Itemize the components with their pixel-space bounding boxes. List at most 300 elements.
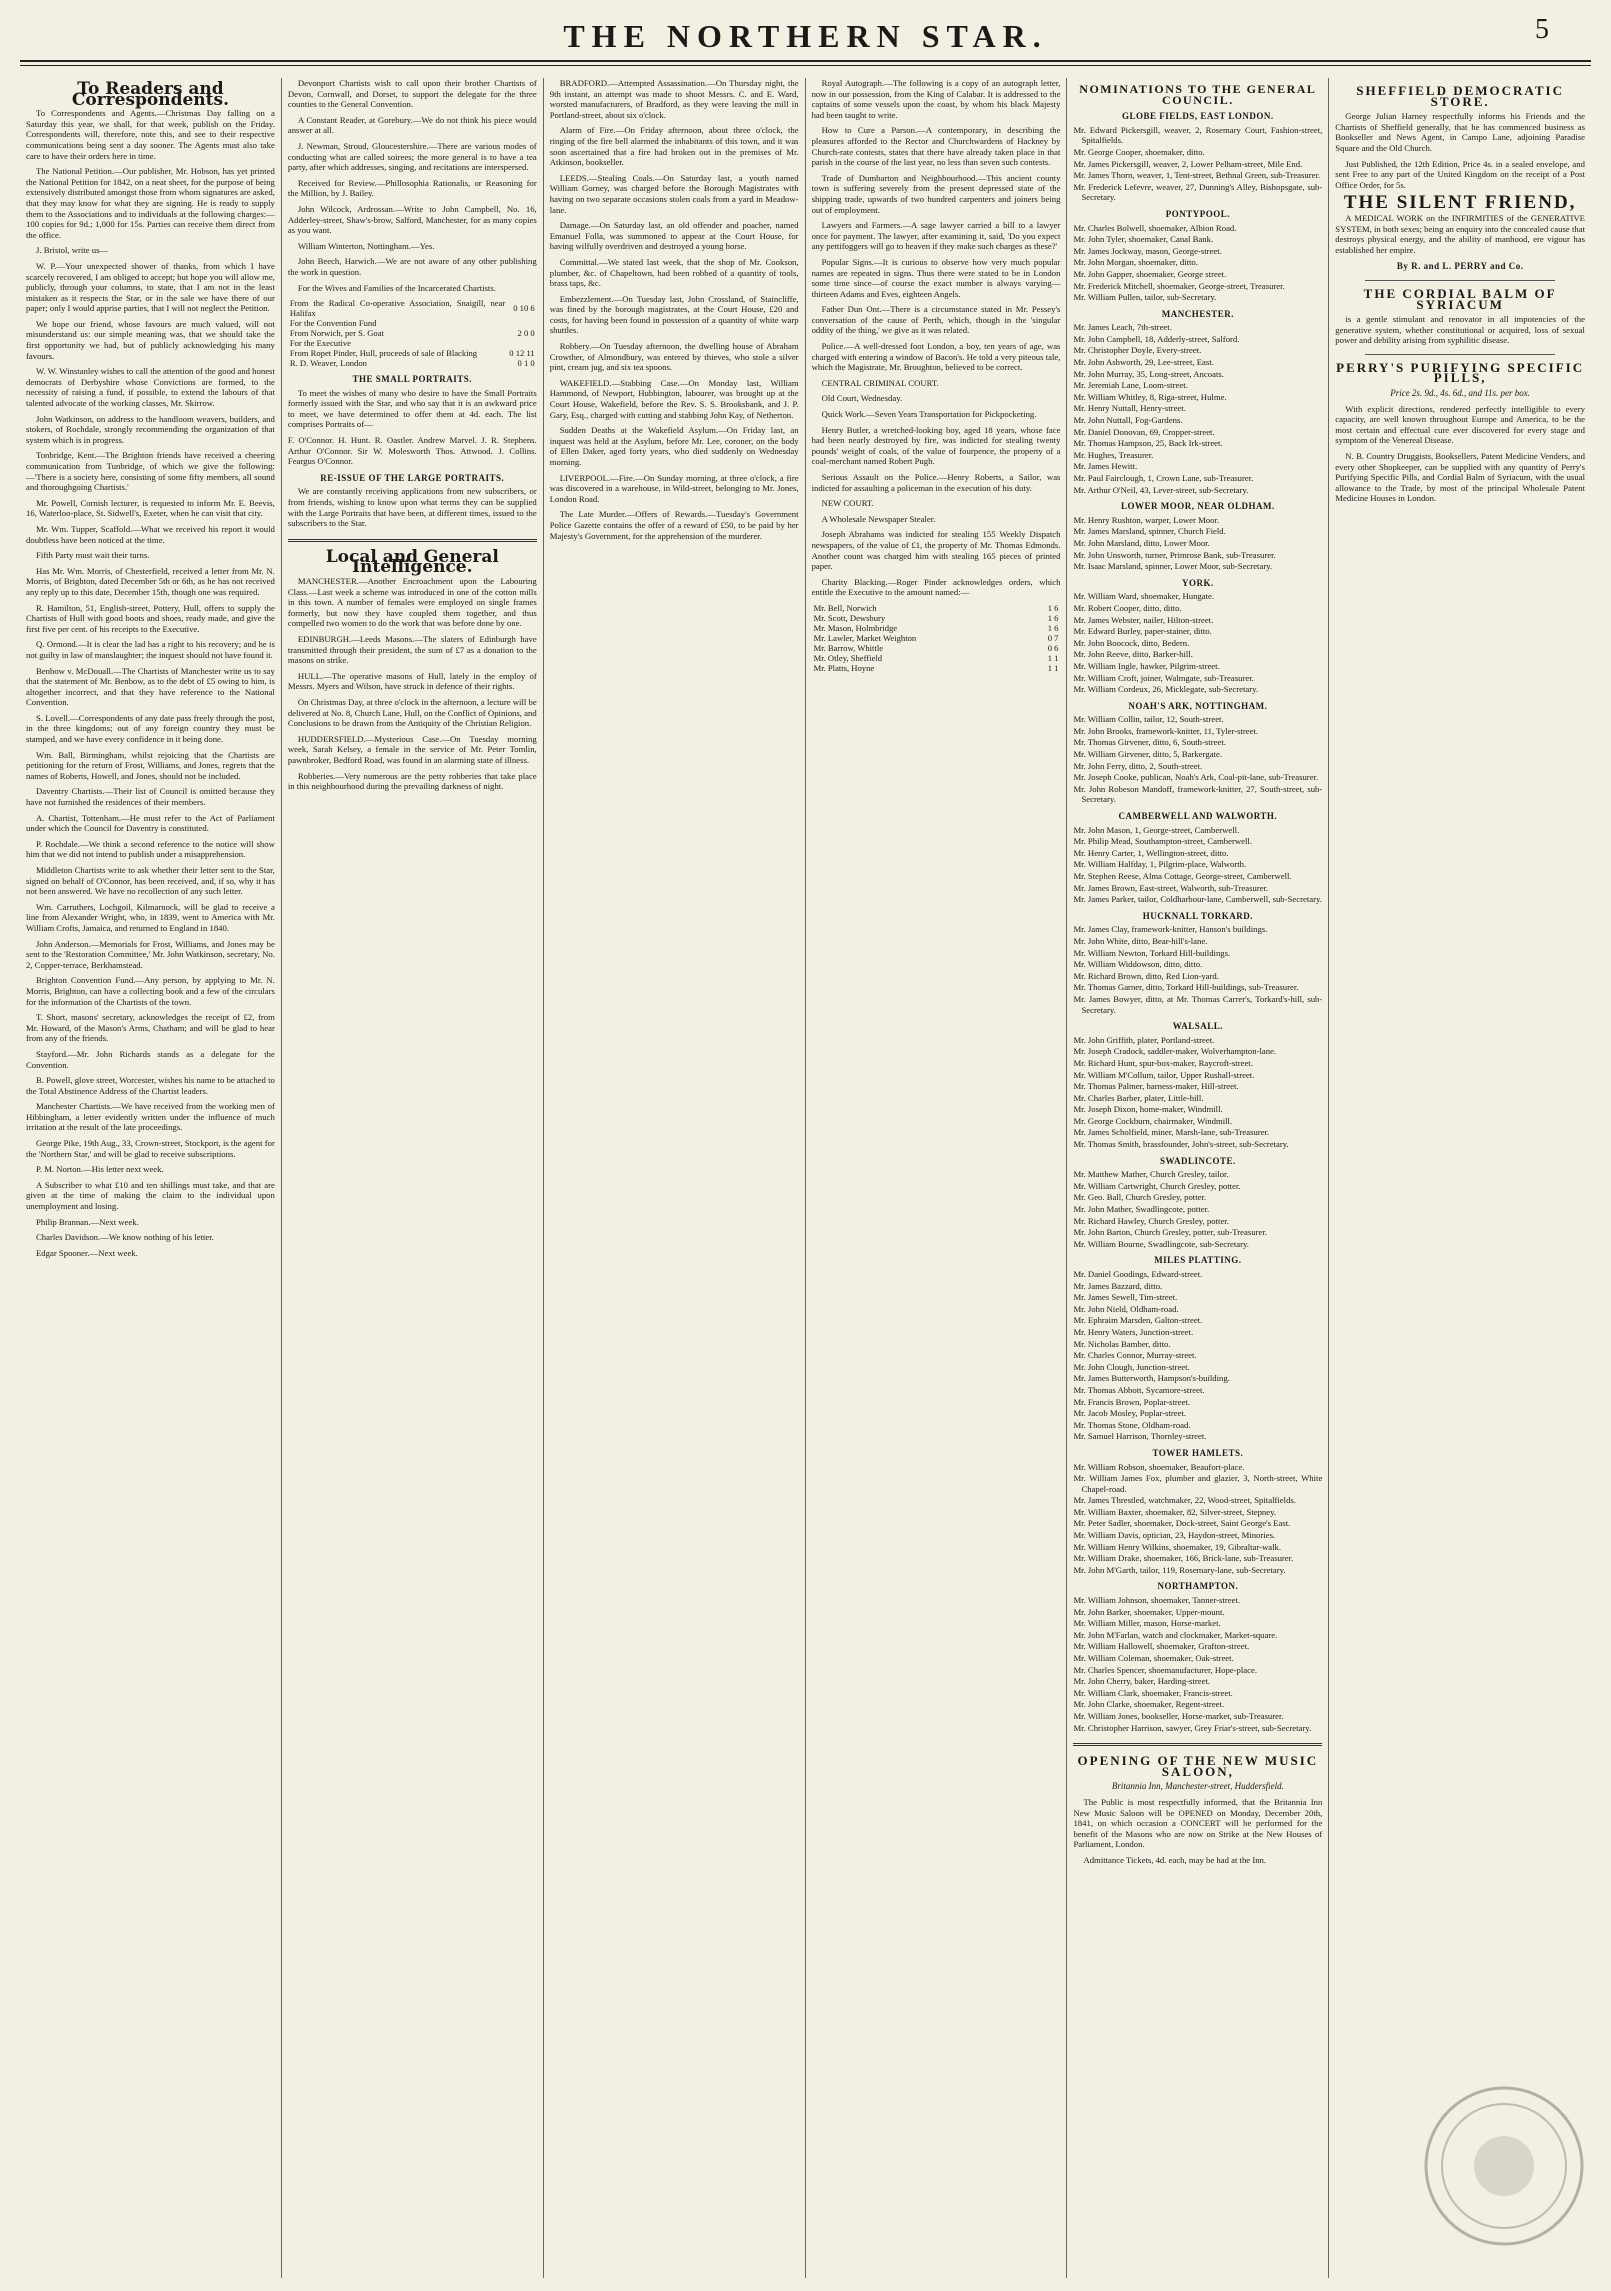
nomination-entry: Mr. James Leach, 7th-street. xyxy=(1073,322,1172,333)
news-paragraph: T. Short, masons' secretary, acknowledges the receipt of £2, from Mr. Howard, of the Mason's Arms, Chatham; and will be glad to hear from any of the friends. xyxy=(26,1012,275,1044)
nomination-entry: Mr. Henry Nuttall, Henry-street. xyxy=(1073,403,1186,414)
nomination-place: HUCKNALL TORKARD. xyxy=(1142,910,1253,921)
news-paragraph: John Watkinson, on address to the handloom weavers, builders, and stokers, of Rochdale, strongly recommending the organization of that system which is in progress. xyxy=(26,413,275,445)
nomination-entry: Mr. James Parker, tailor, Coldharbour-lane, Camberwell, sub-Secretary. xyxy=(1073,894,1322,905)
nomination-entry: Mr. Thomas Hampson, 25, Back Irk-street. xyxy=(1073,438,1223,449)
nomination-entry: Mr. William Widdowson, ditto, ditto. xyxy=(1073,959,1203,970)
news-paragraph: EDINBURGH.—Leeds Masons.—The slaters of Edinburgh have transmitted through their president, the sum of £7 as a donation to the masons on strike. xyxy=(287,633,537,666)
news-paragraph: Mr. Wm. Tupper, Scaffold.—What we received his report it would doubtless have been noticed at the time. xyxy=(26,523,275,545)
news-paragraph: LIVERPOOL.—Fire.—On Sunday morning, at three o'clock, a fire was discovered in a warehouse, in Wild-street, belonging to Mr. Jones, London Road. xyxy=(549,472,799,504)
news-paragraph: P. M. Norton.—His letter next week. xyxy=(36,1164,164,1175)
masthead-rule-thin xyxy=(20,65,1591,66)
nomination-place: TOWER HAMLETS. xyxy=(1152,1447,1244,1458)
nomination-entry: Mr. Matthew Mather, Church Gresley, tailor. xyxy=(1073,1169,1229,1180)
ledger-amount: 1 6 xyxy=(1047,622,1059,633)
ledger-label: Mr. Barrow, Whittle xyxy=(813,642,884,653)
music-saloon-subheading: Britannia Inn, Manchester-street, Huddersfield. xyxy=(1111,1781,1284,1792)
democratic-store-text: George Julian Harney respectfully informs his Friends and the Chartists of Sheffield generally, that he has commenced business as Bookseller and News Agent, in Campo Lane, adjoining Paradise Square and the Old Church. xyxy=(1335,111,1585,153)
ledger-row xyxy=(288,358,537,368)
library-stamp xyxy=(1419,2081,1589,2251)
nomination-entry: Mr. John Mather, Swadlingcote, potter. xyxy=(1073,1204,1210,1215)
nomination-place: NOAH'S ARK, NOTTINGHAM. xyxy=(1128,700,1268,711)
nomination-entry: Mr. John Clough, Junction-street. xyxy=(1073,1361,1190,1372)
news-paragraph: Benbow v. McDouall.—The Chartists of Manchester write us to say that the statement of Mr. Benbow, as to the debt of £5 owing to him, is altogether incorrect, and that they have reference to the National Convention. xyxy=(26,665,275,708)
news-paragraph: Charles Davidson.—We know nothing of his letter. xyxy=(36,1232,214,1243)
nomination-entry: Mr. James Bowyer, ditto, at Mr. Thomas Carrer's, Torkard's-hill, sub-Secretary. xyxy=(1073,993,1323,1015)
news-paragraph: George Pike, 19th Aug., 33, Crown-street, Stockport, is the agent for the 'Northern Star,' and will be glad to receive subscriptions. xyxy=(26,1138,275,1159)
nomination-entry: Mr. William Johnson, shoemaker, Tanner-street. xyxy=(1073,1595,1241,1606)
nomination-entry: Mr. James Butterworth, Hampson's-building. xyxy=(1073,1373,1230,1384)
nomination-entry: Mr. William Henry Wilkins, shoemaker, 19, Gibraltar-walk. xyxy=(1073,1541,1282,1552)
nomination-entry: Mr. Stephen Reese, Alma Cottage, George-street, Camberwell. xyxy=(1073,871,1292,881)
nomination-entry: Mr. William Girvener, ditto, 5, Barkergate. xyxy=(1073,749,1223,760)
nomination-entry: Mr. Christopher Harrison, sawyer, Grey Friar's-street, sub-Secretary. xyxy=(1073,1722,1312,1733)
nomination-entry: Mr. Joseph Cooke, publican, Noah's Ark, Coal-pit-lane, sub-Treasurer. xyxy=(1073,772,1319,783)
section-divider xyxy=(288,539,537,542)
edition-notice: Just Published, the 12th Edition, Price 4s. in a sealed envelope, and sent Free to any part of the United Kingdom on the receipt of a Post Office Order, for 5s. xyxy=(1335,158,1585,190)
nomination-entry: Mr. James Pickersgill, weaver, 2, Lower Pelham-street, Mile End. xyxy=(1073,158,1303,169)
nomination-entry: Mr. William Collin, tailor, 12, South-street. xyxy=(1073,714,1224,725)
nomination-place: NORTHAMPTON. xyxy=(1157,1581,1239,1592)
nomination-entry: Mr. James Clay, framework-knitter, Hanson's buildings. xyxy=(1073,924,1268,935)
news-paragraph: Joseph Abrahams was indicted for stealing 155 Weekly Dispatch newspapers, of the value of £1, the property of Mr. Thomas Edmonds. Another count was charged him with stealing 165 pieces of printed paper. xyxy=(811,529,1061,572)
nomination-entry: Mr. Geo. Ball, Church Gresley, potter. xyxy=(1073,1192,1207,1203)
news-paragraph: A Constant Reader, at Gorebury.—We do not think his piece would answer at all. xyxy=(287,114,537,136)
ledger-amount: 2 0 0 xyxy=(517,328,535,339)
ledger-label: From Norwich, per S. Goat xyxy=(289,328,384,339)
nomination-entry: Mr. Charles Barber, plater, Little-hill. xyxy=(1073,1092,1204,1103)
ledger-row xyxy=(288,298,537,318)
news-paragraph: R. Hamilton, 51, English-street, Pottery, Hull, offers to supply the Chartists of Hull with good boots and shoes, ready made, and give the first five per cent. of his receipts to the Executive. xyxy=(26,602,275,634)
nomination-entry: Mr. Christopher Doyle, Every-street. xyxy=(1073,345,1202,356)
news-paragraph: Stayford.—Mr. John Richards stands as a delegate for the Convention. xyxy=(26,1048,275,1070)
news-paragraph: How to Cure a Parson.—A contemporary, in describing the pleasures afforded to the Rector and Churchwardens of Hackney by Church-rate contests, states that there have already taken place in that parish in the course of the last year, no less than seven such contests. xyxy=(811,125,1061,168)
ledger-row xyxy=(812,653,1061,663)
news-paragraph: Wm. Ball, Birmingham, whilst rejoicing that the Chartists are petitioning for the return of Frost, Williams, and Jones, regrets that the names of Roberts, Howell, and Jones, should not be included. xyxy=(26,749,275,781)
nomination-group xyxy=(1073,825,1322,905)
news-paragraph: HULL.—The operative masons of Hull, lately in the employ of Messrs. Myers and Wilson, have struck in defence of their rights. xyxy=(287,670,537,692)
nomination-entry: Mr. Richard Hawley, Church Gresley, potter. xyxy=(1073,1215,1229,1226)
nomination-group xyxy=(1073,322,1322,495)
nomination-entry: Mr. Henry Waters, Junction-street. xyxy=(1073,1326,1194,1337)
news-paragraph: Old Court, Wednesday. xyxy=(821,393,903,404)
column-miscellany xyxy=(806,78,1068,2278)
nomination-entry: Mr. William Pullen, tailor, sub-Secretary. xyxy=(1073,292,1217,303)
subscriptions-table xyxy=(288,298,537,368)
ledger-label: From the Radical Co-operative Association, Snaigill, near Halifax xyxy=(289,298,506,319)
nomination-entry: Mr. Thomas Abbott, Sycamore-street. xyxy=(1073,1384,1205,1395)
nomination-place: SWADLINCOTE. xyxy=(1159,1155,1236,1166)
nomination-entry: Mr. James Jockway, mason, George-street. xyxy=(1073,245,1222,256)
news-paragraph: Manchester Chartists.—We have received from the working men of Hibbingham, a letter evidently written under the influence of much irritation at the result of the late proceedings. xyxy=(26,1101,275,1133)
news-paragraph: Devonport Chartists wish to call upon their brother Chartists of Devon, Cornwall, and Dorset, to support the delegate for the three counties to the General Convention. xyxy=(287,78,537,110)
news-paragraph: Alarm of Fire.—On Friday afternoon, about three o'clock, the ringing of the fire bell alarmed the inhabitants of this town, and it was soon ascertained that a fire had broken out in the premises of Mr. Atkinson, bookseller. xyxy=(549,125,799,168)
nomination-entry: Mr. William M'Collum, tailor, Upper Rushall-street. xyxy=(1073,1069,1255,1080)
nomination-entry: Mr. Isaac Marsland, spinner, Lower Moor, sub-Secretary. xyxy=(1073,561,1273,572)
nomination-entry: Mr. Hughes, Treasurer. xyxy=(1073,449,1154,460)
correspondents-heading: To Readers and Correspondents. xyxy=(71,79,230,110)
nomination-entry: Mr. Frederick Lefevre, weaver, 27, Dunning's Alley, Bishopsgate, sub-Secretary. xyxy=(1073,181,1323,203)
news-paragraph: W. W. Winstanley wishes to call the attention of the good and honest democrats of Derbyshire whose Convictions are formed, to the necessity of raising a fund, if possible, to extend the labours of that talented advocate of the working classes, Mr. Skirrow. xyxy=(26,366,275,409)
nomination-entry: Mr. Jacob Mosley, Poplar-street. xyxy=(1073,1408,1187,1419)
nomination-entry: Mr. William Davis, optician, 23, Haydon-street, Minories. xyxy=(1073,1530,1276,1541)
nomination-entry: Mr. John Boocock, ditto, Bedern. xyxy=(1073,637,1190,648)
news-paragraph: BRADFORD.—Attempted Assassination.—On Thursday night, the 9th instant, an attempt was made to shoot Messrs. C. and E. Ward, worsted manufacturers, of Bradford, as they were leaving the mill in Portland-street, about six o'clock. xyxy=(549,78,799,120)
nomination-entry: Mr. Thomas Smith, brassfounder, John's-street, sub-Secretary. xyxy=(1073,1139,1289,1150)
ad-divider xyxy=(1365,354,1555,355)
nomination-entry: Mr. John Barton, Church Gresley, potter, sub-Treasurer. xyxy=(1073,1227,1267,1238)
news-paragraph: John Anderson.—Memorials for Frost, Williams, and Jones may be sent to the 'Restoration Committee,' Mr. John Watkinson, secretary, No. 2, Copper-terrace, Berkhamstead. xyxy=(26,938,275,970)
news-paragraph: J. Bristol, write us— xyxy=(36,245,109,256)
nomination-entry: Mr. John Morgan, shoemaker, ditto. xyxy=(1073,257,1198,268)
column-nominations xyxy=(1067,78,1329,2278)
column-local-news xyxy=(544,78,806,2278)
news-paragraph: S. Lovell.—Correspondents of any date pass freely through the post, in the three kingdoms; out of any foreign country they must be stamped, and we have every confidence in it being done. xyxy=(26,712,275,745)
nomination-entry: Mr. James Brown, East-street, Walworth, sub-Treasurer. xyxy=(1073,882,1269,893)
nomination-entry: Mr. William Baxter, shoemaker, 82, Silver-street, Stepney. xyxy=(1073,1506,1277,1517)
nomination-entry: Mr. John Ashworth, 29, Lee-street, East. xyxy=(1073,357,1214,368)
nomination-entry: Mr. Daniel Donovan, 69, Cropper-street. xyxy=(1073,426,1215,437)
nomination-entry: Mr. William Bourne, Swadlingcote, sub-Secretary. xyxy=(1073,1238,1249,1249)
nomination-entry: Mr. William Croft, joiner, Walmgate, sub-Treasurer. xyxy=(1073,672,1254,683)
portrait-names: F. O'Connor. H. Hunt. R. Oastler. Andrew Marvel. J. R. Stephens. Arthur O'Connor. Sir W. Molesworth Thos. Attwood. J. Collins. Feargus O'Connor. xyxy=(287,435,537,467)
nomination-place: GLOBE FIELDS, EAST LONDON. xyxy=(1122,111,1274,122)
ledger-row xyxy=(288,348,537,358)
nomination-group xyxy=(1073,223,1322,303)
news-paragraph: Brighton Convention Fund.—Any person, by applying to Mr. N. Morris, Brighton, can have a collecting book and a few of the circulars for the information of the Chartists of the town. xyxy=(26,975,275,1007)
nomination-entry: Mr. John Ferry, ditto, 2, South-street. xyxy=(1073,760,1203,771)
nomination-entry: Mr. Thomas Girvener, ditto, 6, South-street. xyxy=(1073,737,1226,748)
nomination-entry: Mr. John Tyler, shoemaker, Canal Bank. xyxy=(1073,234,1214,245)
nomination-entry: Mr. Joseph Cradock, saddler-maker, Wolverhampton-lane. xyxy=(1073,1046,1277,1057)
nomination-entry: Mr. James Bazzard, ditto. xyxy=(1073,1280,1163,1291)
news-paragraph: NEW COURT. xyxy=(821,498,874,509)
section-divider xyxy=(1073,1743,1322,1746)
page-number: 5 xyxy=(1535,14,1549,45)
nomination-entry: Mr. Ephraim Marsden, Galton-street. xyxy=(1073,1315,1203,1326)
news-paragraph: Middleton Chartists write to ask whether their letter sent to the Star, signed on behalf of O'Connor, has been received, and, if so, why it has not been answered. We have no recollection of any such letter. xyxy=(26,865,275,897)
nomination-group xyxy=(1073,924,1322,1015)
nomination-entry: Mr. James Webster, nailer, Hilton-street. xyxy=(1073,614,1214,625)
nomination-entry: Mr. William Clark, shoemaker, Francis-street. xyxy=(1073,1687,1233,1698)
silent-friend-text: A MEDICAL WORK on the INFIRMITIES of the GENERATIVE SYSTEM, in both sexes; being an enquiry into the concealed cause that destroys physical energy, and the ability of manhood, ere vigour has established her empire. xyxy=(1335,212,1585,255)
ledger-row xyxy=(812,633,1061,643)
nomination-entry: Mr. William Whitley, 8, Riga-street, Hulme. xyxy=(1073,391,1227,402)
nomination-entry: Mr. John Unsworth, turner, Primrose Bank, sub-Treasurer. xyxy=(1073,549,1276,560)
news-paragraph: Robberies.—Very numerous are the petty robberies that take place in this neighbourhood during the prevailing darkness of night. xyxy=(287,770,537,792)
trade-notice: N. B. Country Druggists, Booksellers, Patent Medicine Venders, and every other Shopkeeper, can be supplied with any quantity of Perry's Purifying Specific Pills, and Cordial Balm of Syriacum, with the usual allowance to the Trade, by most of the principal Wholesale Patent Medicine Houses in London. xyxy=(1335,451,1585,504)
ledger-row xyxy=(812,623,1061,633)
column-correspondents xyxy=(20,78,282,2278)
ledger-label: Mr. Mason, Holmbridge xyxy=(813,622,898,633)
nomination-entry: Mr. Frederick Mitchell, shoemaker, George-street, Treasurer. xyxy=(1073,280,1285,291)
news-paragraph: Embezzlement.—On Tuesday last, John Crossland, of Staincliffe, was fined by the borough magistrates, at the Court House, £20 and costs, for having been found in possession of a quantity of white warp shuttles. xyxy=(549,293,799,336)
news-paragraph: Has Mr. Wm. Morris, of Chesterfield, received a letter from Mr. N. Morris, of Brighton, dated December 5th or 6th, as he has not received any reply up to this date, December 15th, though one was required. xyxy=(26,565,275,597)
ledger-label: R. D. Weaver, London xyxy=(289,358,367,369)
nomination-entry: Mr. William Jones, bookseller, Horse-market, sub-Treasurer. xyxy=(1073,1710,1284,1721)
ledger-row xyxy=(812,663,1061,673)
cordial-balm-heading: THE CORDIAL BALM OF SYRIACUM xyxy=(1363,285,1557,312)
ledger-row xyxy=(812,603,1061,613)
nomination-entry: Mr. James Threstled, watchmaker, 22, Wood-street, Spitalfields. xyxy=(1073,1495,1296,1506)
news-paragraph: Edgar Spooner.—Next week. xyxy=(36,1247,138,1258)
nomination-entry: Mr. James Sewell, Tim-street. xyxy=(1073,1292,1178,1303)
nomination-entry: Mr. Francis Brown, Poplar-street. xyxy=(1073,1396,1191,1407)
nomination-entry: Mr. Peter Sadler, shoemaker, Dock-street, Saint George's East. xyxy=(1073,1518,1291,1529)
nominations-heading: NOMINATIONS TO THE GENERAL COUNCIL. xyxy=(1079,82,1317,107)
nomination-entry: Mr. John Murray, 35, Long-street, Ancoats. xyxy=(1073,368,1224,379)
nomination-entry: Mr. Joseph Dixon, home-maker, Windmill. xyxy=(1073,1104,1223,1115)
news-paragraph: Mr. Powell, Cornish lecturer, is requested to inform Mr. E. Beevis, 16, Waterloo-place, St. Sidwell's, Exeter, when he can visit that city. xyxy=(26,497,275,519)
nomination-place: MANCHESTER. xyxy=(1161,308,1234,319)
nomination-entry: Mr. William Ingle, hawker, Pilgrim-street. xyxy=(1073,660,1220,671)
nomination-entry: Mr. George Cockburn, chairmaker, Windmill. xyxy=(1073,1115,1233,1126)
democratic-store-heading: SHEFFIELD DEMOCRATIC STORE. xyxy=(1356,83,1564,109)
nomination-group xyxy=(1073,1462,1322,1576)
correspondents-body xyxy=(26,108,275,1258)
local-intelligence-heading: Local and General Intelligence. xyxy=(325,546,499,578)
nomination-entry: Mr. John Marsland, ditto, Lower Moor. xyxy=(1073,537,1210,548)
masthead-rule xyxy=(20,60,1591,62)
nomination-entry: Mr. John White, ditto, Bear-hill's-lane. xyxy=(1073,935,1208,946)
nomination-entry: Mr. William Cordeux, 26, Micklegate, sub-Secretary. xyxy=(1073,684,1259,695)
nomination-entry: Mr. Charles Spencer, shoemanufacturer, Hope-place. xyxy=(1073,1664,1258,1675)
column-advertisements xyxy=(1329,78,1591,2278)
news-paragraph: Sudden Deaths at the Wakefield Asylum.—On Friday last, an inquest was held at the Asylum, before Mr. Lee, coroner, on the body of Ellen Daker, aged forty years, who died suddenly on Wednesday morning. xyxy=(549,425,799,467)
nomination-entry: Mr. Edward Pickersgill, weaver, 2, Rosemary Court, Fashion-street, Spitalfields. xyxy=(1073,124,1323,146)
news-paragraph: The National Petition.—Our publisher, Mr. Hobson, has yet printed the National Petition for 1842, on a neat sheet, for the purpose of being extensively distributed amongst those from whom signatures are asked, that they may know for what they are signing. He is ready to supply them to the Associations and to individuals at the following charges:—100 copies for 9d.; 1,000 for 15s. Parties can receive them direct from the office. xyxy=(26,166,275,240)
news-paragraph: Committal.—We stated last week, that the shop of Mr. Cookson, plumber, &c. of Chapeltown, had been robbed of a quantity of tools, brass taps, &c. xyxy=(549,256,799,289)
news-paragraph: Police.—A well-dressed foot London, a boy, ten years of age, was charged with entering a window of Bacon's. He told a very piteous tale, which the Magistrate, Mr. Broughton, believed to be correct. xyxy=(811,341,1061,373)
small-portraits-text: To meet the wishes of many who desire to have the Small Portraits formerly issued with the Star, and who say that it is an awkward price to meet, we have determined to offer them at 4d. each. The list comprises Portraits of— xyxy=(287,387,537,430)
nomination-entry: Mr. John Cherry, baker, Harding-street. xyxy=(1073,1676,1211,1687)
small-portraits-heading: THE SMALL PORTRAITS. xyxy=(352,374,473,385)
ledger-label: Mr. Otley, Sheffield xyxy=(813,652,883,663)
ledger-amount: 0 7 xyxy=(1047,632,1059,643)
nomination-group xyxy=(1073,591,1322,694)
nomination-entry: Mr. Nicholas Bamber, ditto. xyxy=(1073,1338,1171,1349)
news-paragraph: Philip Brannan.—Next week. xyxy=(36,1216,139,1227)
nomination-entry: Mr. John Brooks, framework-knitter, 11, Tyler-street. xyxy=(1073,725,1259,736)
ledger-amount: 1 6 xyxy=(1047,612,1059,623)
nomination-group xyxy=(1073,1269,1322,1442)
ledger-amount: 0 6 xyxy=(1047,642,1059,653)
nomination-entry: Mr. John Griffith, plater, Portland-street. xyxy=(1073,1034,1215,1045)
news-paragraph: Henry Butler, a wretched-looking boy, aged 18 years, whose face had been nearly destroyed by fire, was indicted for stealing twenty pounds' weight of coals, of the value of fourpence, the property of a coal-merchant named Robert Pugh. xyxy=(811,424,1061,467)
nomination-place: LOWER MOOR, NEAR OLDHAM. xyxy=(1120,501,1275,512)
miscellany-body xyxy=(812,78,1061,572)
ledger-amount xyxy=(507,318,536,328)
news-paragraph: WAKEFIELD.—Stabbing Case.—On Monday last, William Hammond, of Newport, Hubbington, labourer, was brought up at the Court House, Wakefield, before the Rev. S. S. Brooksbank, and J. P. Gary, Esq., charged with cutting and stabbing John Kay, of Netherton. xyxy=(549,377,799,420)
nomination-entry: Mr. Charles Connor, Murray-street. xyxy=(1073,1350,1197,1361)
nomination-entry: Mr. William Ward, shoemaker, Hungate. xyxy=(1073,591,1215,602)
nomination-entry: Mr. Henry Rushton, warper, Lower Moor. xyxy=(1073,514,1220,525)
ledger-row xyxy=(288,328,537,338)
nomination-place: WALSALL. xyxy=(1172,1021,1223,1032)
ledger-amount xyxy=(507,338,536,348)
specific-pills-heading: PERRY'S PURIFYING SPECIFIC PILLS, xyxy=(1336,359,1585,386)
page-columns xyxy=(20,78,1591,2278)
nomination-entry: Mr. John Campbell, 18, Adderly-street, Salford. xyxy=(1073,333,1240,344)
news-paragraph: Father Dun Ont.—There is a circumstance stated in Mr. Pessey's conversation of the cause of Perth, which, though in the 'singular oddity of the thing,' we give as it was related. xyxy=(811,304,1061,336)
newspaper-title: THE NORTHERN STAR. xyxy=(563,18,1048,54)
nomination-entry: Mr. Charles Bolwell, shoemaker, Albion Road. xyxy=(1073,222,1237,233)
nomination-place: YORK. xyxy=(1181,577,1214,588)
nomination-group xyxy=(1073,714,1322,805)
nomination-entry: Mr. John Nuttall, Fog-Gardens. xyxy=(1073,415,1183,426)
news-paragraph: W. P.—Your unexpected shower of thanks, from which I have scarcely recovered, I am obliged to accept; but hope you will allow me, publicly, through your columns, to state, that I am not in the least mistaken as it respects the Star, or in the sale we have there of our paper; only I would apprise parties, that I will not neglect the Petition. xyxy=(26,260,275,314)
nomination-entry: Mr. William James Fox, plumber and glazier, 3, North-street, White Chapel-road. xyxy=(1073,1473,1323,1494)
nomination-entry: Mr. John Gapper, shoemaker, George street. xyxy=(1073,268,1227,279)
ledger-label: Mr. Lawler, Market Weighton xyxy=(813,632,917,643)
news-paragraph: A Wholesale Newspaper Stealer. xyxy=(821,513,936,524)
nomination-entry: Mr. Thomas Stone, Oldham-road. xyxy=(1073,1419,1191,1430)
nomination-entry: Mr. John Reeve, ditto, Barker-hill. xyxy=(1073,649,1193,660)
news-paragraph: LEEDS.—Stealing Coals.—On Saturday last, a youth named William Gorney, was charged before the Borough Magistrates with having on two separate occasions stolen coals from a yard in Meadow-lane. xyxy=(549,172,799,215)
ledger-label: Mr. Scott, Dewsbury xyxy=(813,612,886,623)
nominations-list xyxy=(1073,111,1322,1733)
news-paragraph: Tonbridge, Kent.—The Brighton friends have received a cheering communication from Tunbridge, of which we give the following:—'There is a society here, consisting of some fifty members, all sound and thoroughgoing Chartists.' xyxy=(26,450,275,493)
nomination-entry: Mr. Thomas Garner, ditto, Torkard Hill-buildings, sub-Treasurer. xyxy=(1073,982,1299,993)
nomination-entry: Mr. Jeremiah Lane, Loom-street. xyxy=(1073,380,1188,391)
nomination-entry: Mr. John Nield, Oldham-road. xyxy=(1073,1303,1179,1314)
silent-friend-heading: THE SILENT FRIEND, xyxy=(1343,192,1577,214)
specific-pills-text: With explicit directions, rendered perfectly intelligible to every capacity, are well known throughout Europe and America, to be the most certain and effectual cure ever discovered for every stage and symptom of the Venereal Disease. xyxy=(1335,403,1585,446)
nomination-entry: Mr. John M'Garth, tailor, 119, Rosemary-lane, sub-Secretary. xyxy=(1073,1564,1286,1575)
music-saloon-heading: OPENING OF THE NEW MUSIC SALOON, xyxy=(1077,1753,1319,1779)
nomination-entry: Mr. John Mason, 1, George-street, Camberwell. xyxy=(1073,824,1240,835)
ledger-label: Mr. Bell, Norwich xyxy=(813,602,877,613)
nomination-place: CAMBERWELL AND WALWORTH. xyxy=(1118,811,1278,822)
nomination-entry: Mr. Edward Burley, paper-stainer, ditto. xyxy=(1073,626,1212,637)
news-paragraph: We hope our friend, whose favours are much valued, will not misunderstand us: our simple meaning was, that we should take the first opportunity we had, but of publicly acknowledging his many favours. xyxy=(26,318,275,361)
music-saloon-text: The Public is most respectfully informed, that the Britannia Inn New Music Saloon will be OPENED on Monday, December 20th, 1841, on which occasion a CONCERT will be performed for the benefit of the Masons who are now on Strike at the New Houses of Parliament, London. xyxy=(1073,1796,1323,1850)
nomination-group xyxy=(1073,1169,1322,1249)
ledger-amount: 1 1 xyxy=(1047,652,1059,663)
news-paragraph: Damage.—On Saturday last, an old offender and poacher, named Emanuel Folla, was summoned to appear at the Court House, for having wilfully overdriven and destroyed a young horse. xyxy=(549,220,799,252)
news-paragraph: John Wilcock, Ardrossan.—Write to John Campbell, No. 16, Adderley-street, Shaw's-brow, Salford, Manchester, for as many copies as you want. xyxy=(287,203,537,236)
nomination-entry: Mr. George Cooper, shoemaker, ditto. xyxy=(1073,146,1205,157)
news-paragraph: J. Newman, Stroud, Gloucestershire.—There are various modes of conducting what are called soirees; the more general is to have a tea party, after which addresses, singing, and recitations are interspersed. xyxy=(287,140,537,173)
news-paragraph: William Winterton, Nottingham.—Yes. xyxy=(297,240,435,251)
news-paragraph: Popular Signs.—It is curious to observe how very much popular names are repeated in signs. Thus there were stated to be in London some time since—of course the exact number is always varying—thirteen Adams and Eves, eighteen Angels. xyxy=(811,256,1061,299)
reissue-text: We are constantly receiving applications from new subscribers, or from friends, wishing to know upon what terms they can be supplied with the Large Portraits that have been, at different times, issued to the subscribers to the Star. xyxy=(287,486,537,529)
nomination-entry: Mr. Robert Cooper, ditto, ditto. xyxy=(1073,602,1182,613)
nomination-entry: Mr. William Halfday, 1, Pilgrim-place, Walworth. xyxy=(1073,859,1247,870)
nomination-entry: Mr. John Clarke, shoemaker, Regent-street. xyxy=(1073,1699,1225,1710)
local-news-body xyxy=(550,78,799,541)
news-paragraph: Robbery.—On Tuesday afternoon, the dwelling house of Abraham Crowther, of Almondbury, was entered by thieves, who stole a silver pint, cream jug, and six tea spoons. xyxy=(549,341,799,373)
charity-heading: Charity Blacking.—Roger Pinder acknowledges orders, which entitle the Executive to the amount named:— xyxy=(811,576,1061,598)
news-paragraph: The Late Murder.—Offers of Rewards.—Tuesday's Government Police Gazette contains the offer of a reward of £50, to be paid by her Majesty's Government, for the apprehension of the murderer. xyxy=(549,509,799,541)
ledger-amount: 0 10 6 xyxy=(513,303,535,314)
news-paragraph: P. Rochdale.—We think a second reference to the notice will show him that we did not intend to publish under a misapprehension. xyxy=(26,838,275,860)
nomination-entry: Mr. Arthur O'Neil, 43, Lever-street, sub-Secretary. xyxy=(1073,484,1249,495)
news-paragraph: On Christmas Day, at three o'clock in the afternoon, a lecture will be delivered at No. 8, Church Lane, Hull, on the Conflict of Opinions, and Conclusions to be drawn from the Antiquity of the Christian Religion. xyxy=(287,696,537,729)
ledger-label: From Ropet Pinder, Hull, proceeds of sale of Blacking xyxy=(289,348,478,359)
specific-pills-price: Price 2s. 9d., 4s. 6d., and 11s. per box. xyxy=(1390,388,1531,399)
news-paragraph: A Subscriber to what £10 and ten shillings must take, and that are given at the time of making the claim to the individual upon unemployment and losing. xyxy=(26,1179,275,1212)
charity-table xyxy=(812,603,1061,673)
nomination-group xyxy=(1073,1035,1322,1150)
nomination-entry: Mr. Thomas Palmer, harness-maker, Hill-street. xyxy=(1073,1081,1239,1092)
news-paragraph: Q. Ormond.—It is clear the lad has a right to his recovery; and he is not guilty in law of manslaughter; the inquest should not have found it. xyxy=(26,639,275,660)
music-saloon-price: Admittance Tickets, 4d. each, may be had at the Inn. xyxy=(1083,1854,1267,1865)
nomination-entry: Mr. William Miller, mason, Horse-market. xyxy=(1073,1618,1221,1629)
ledger-row xyxy=(812,643,1061,653)
ledger-label: For the Convention Fund xyxy=(289,318,377,329)
news-paragraph: For the Wives and Families of the Incarcerated Chartists. xyxy=(297,282,496,293)
ledger-amount: 1 6 xyxy=(1047,602,1059,613)
ledger-amount: 1 1 xyxy=(1047,662,1059,673)
publisher-line: By R. and L. PERRY and Co. xyxy=(1396,261,1524,272)
news-paragraph: Wm. Carruthers, Lochgoil, Kilmarnock, will be glad to receive a line from Alexander Wright, who, in 1839, went to America with Mr. William Crofts, Jamaica, and returned to England in 1840. xyxy=(26,901,275,933)
ledger-row xyxy=(812,613,1061,623)
nomination-group xyxy=(1073,515,1322,572)
nomination-entry: Mr. Philip Mead, Southampton-street, Camberwell. xyxy=(1073,836,1252,847)
nomination-entry: Mr. William Drake, shoemaker, 166, Brick-lane, sub-Treasurer. xyxy=(1073,1553,1294,1564)
nomination-entry: Mr. William Newton, Torkard Hill-buildings. xyxy=(1073,947,1231,958)
news-paragraph: Received for Review.—Phillosophia Rationalis, or Reasoning for the Million, by J. Bailey. xyxy=(287,177,537,199)
nomination-entry: Mr. John Robeson Mandoff, framework-knitter, 27, South-street, sub-Secretary. xyxy=(1073,783,1323,805)
news-paragraph: B. Powell, glove street, Worcester, wishes his name to be attached to the Total Abstinence Address of the Chartist leaders. xyxy=(26,1075,275,1096)
news-paragraph: To Correspondents and Agents.—Christmas Day falling on a Saturday this year, we shall, for that week, publish on the Friday. Correspondents will, therefore, note this, and see to their respective communications being sent a day sooner. The Agents must also take care to have their orders here in time. xyxy=(26,108,275,161)
news-paragraph: Trade of Dumbarton and Neighbourhood.—This ancient county town is suffering severely from the present depressed state of the shipping trade, upwards of two hundred carpenters and joiners being out of employment. xyxy=(811,172,1061,215)
nomination-place: PONTYPOOL. xyxy=(1165,208,1230,219)
nomination-entry: Mr. John Barker, shoemaker, Upper-mount. xyxy=(1073,1606,1225,1617)
nomination-entry: Mr. William Robson, shoemaker, Beaufort-place. xyxy=(1073,1461,1245,1472)
ledger-amount: 0 12 11 xyxy=(509,348,535,359)
news-paragraph: MANCHESTER.—Another Encroachment upon the Labouring Class.—Last week a scheme was introduced in one of the cotton mills in this town. A number of females were employed on single frames formerly, but now they have coupled them together, and thus compelled two women to do the work that was before done by one. xyxy=(287,576,537,629)
news-paragraph: Quick Work.—Seven Years Transportation for Pickpocketing. xyxy=(821,409,1037,420)
ledger-amount: 0 1 0 xyxy=(517,358,535,369)
nomination-entry: Mr. Samuel Harrison, Thornley-street. xyxy=(1073,1431,1207,1442)
column-notices xyxy=(282,78,544,2278)
news-paragraph: CENTRAL CRIMINAL COURT. xyxy=(821,377,939,388)
cordial-balm-text: is a gentle stimulant and renovator in all impotencies of the generative system, whether constitutional or acquired, loss of sexual power and debility arising from syphilitic disease. xyxy=(1335,314,1585,346)
ledger-row xyxy=(288,338,537,348)
nomination-entry: Mr. William Coleman, shoemaker, Oak-street. xyxy=(1073,1653,1234,1663)
nomination-entry: Mr. Henry Carter, 1, Wellington-street, ditto. xyxy=(1073,847,1229,858)
nomination-entry: Mr. James Hewitt. xyxy=(1073,461,1138,472)
reissue-heading: RE-ISSUE OF THE LARGE PORTRAITS. xyxy=(320,472,505,483)
nomination-entry: Mr. William Hallowell, shoemaker, Grafton-street. xyxy=(1073,1641,1250,1652)
nomination-entry: Mr. John M'Farlan, watch and clockmaker, Market-square. xyxy=(1073,1629,1278,1640)
local-intelligence-body xyxy=(288,576,537,792)
nomination-group xyxy=(1073,125,1322,203)
nomination-entry: Mr. Paul Fairclough, 1, Crown Lane, sub-Treasurer. xyxy=(1073,473,1254,483)
news-paragraph: Daventry Chartists.—Their list of Council is omitted because they have not furnished the residences of their members. xyxy=(26,786,275,808)
nomination-entry: Mr. Richard Brown, ditto, Red Lion-yard. xyxy=(1073,970,1219,981)
news-paragraph: John Beech, Harwich.—We are not aware of any other publishing the work in question. xyxy=(287,256,537,277)
nomination-entry: Mr. James Scholfield, miner, Marsh-lane, sub-Treasurer. xyxy=(1073,1127,1270,1138)
nomination-entry: Mr. Daniel Goodings, Edward-street. xyxy=(1073,1269,1203,1279)
nomination-entry: Mr. James Thorn, weaver, 1, Tent-street, Bethnal Green, sub-Treasurer. xyxy=(1073,170,1321,181)
news-paragraph: HUDDERSFIELD.—Mysterious Case.—On Tuesday morning week, Sarah Kelsey, a female in the service of Mr. Peter Tomlin, pawnbroker, Bedford Road, was found in an alarming state of illness. xyxy=(287,733,537,765)
ledger-row xyxy=(288,318,537,328)
nomination-entry: Mr. Richard Hunt, spur-box-maker, Raycroft-street. xyxy=(1073,1057,1253,1068)
news-paragraph: Serious Assault on the Police.—Henry Roberts, a Sailor, was indicted for assaulting a policeman in the execution of his duty. xyxy=(811,472,1061,493)
news-paragraph: Lawyers and Farmers.—A sage lawyer carried a bill to a lawyer once for payment. The lawyer, after examining it, said, 'Do you expect any pettifoggers will go to heaven if they make such charges as these?' xyxy=(811,220,1061,252)
notices-body xyxy=(288,78,537,293)
nomination-place: MILES PLATTING. xyxy=(1154,1255,1242,1266)
news-paragraph: A. Chartist, Tottenham.—He must refer to the Act of Parliament under which the Council for Daventry is constituted. xyxy=(26,812,275,834)
nomination-entry: Mr. James Marsland, spinner, Church Field. xyxy=(1073,526,1226,537)
nomination-group xyxy=(1073,1595,1322,1733)
nomination-entry: Mr. William Cartwright, Church Gresley, potter. xyxy=(1073,1180,1241,1191)
ledger-label: For the Executive xyxy=(289,338,351,349)
news-paragraph: Fifth Party must wait their turns. xyxy=(36,550,150,561)
